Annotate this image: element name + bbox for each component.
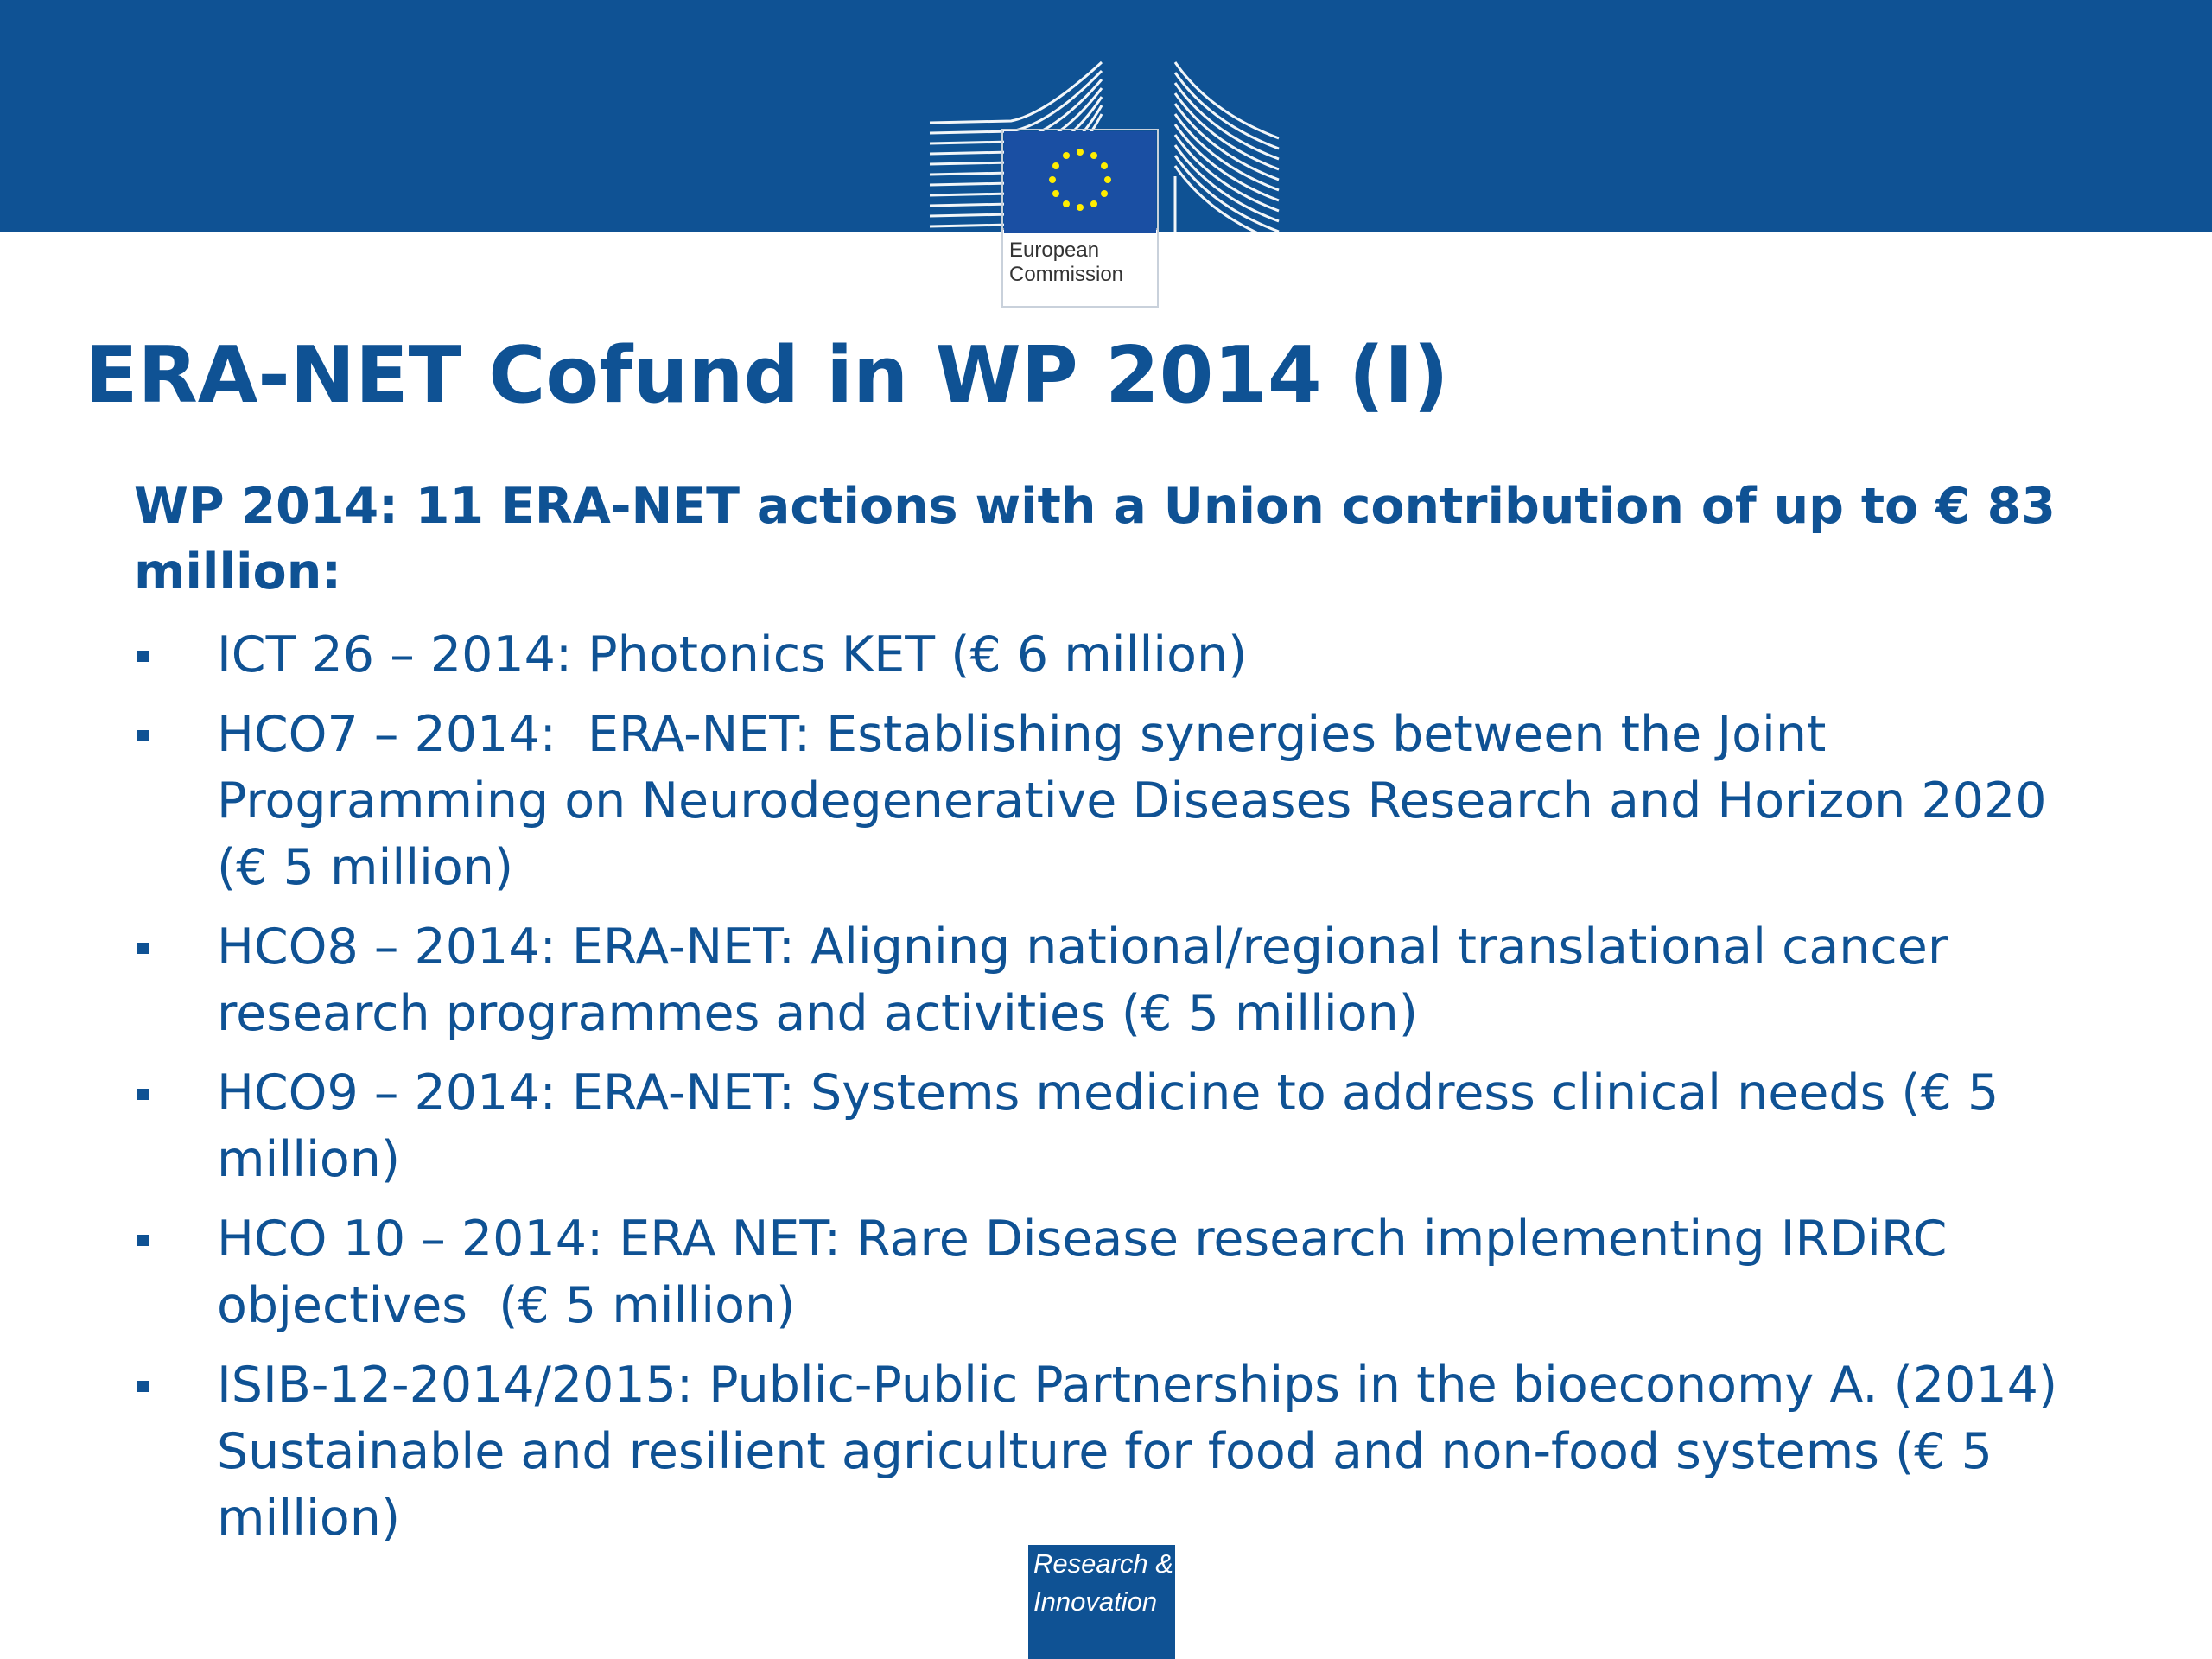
bullet-text: HCO 10 – 2014: ERA NET: Rare Disease research implementing IRDiRC objectives (€ 5 million) xyxy=(217,1211,1963,1334)
logo-line-2: Commission xyxy=(1009,263,1124,286)
research-innovation-badge xyxy=(1028,1545,1175,1659)
bullet-text: ISIB-12-2014/2015: Public-Public Partnerships in the bioeconomy A. (2014) Sustainable and resilient agriculture for food and non-food systems (€ 5 million) xyxy=(217,1357,2074,1547)
badge-line-1: Research & xyxy=(1033,1548,1173,1579)
bullet-icon xyxy=(137,1089,149,1100)
bullet-icon xyxy=(137,651,149,662)
bullet-icon xyxy=(137,943,149,954)
bullet-text: HCO7 – 2014: ERA-NET: Establishing synergies between the Joint Programming on Neurodegenerative Diseases Research and Horizon 2020 (€ 5 million) xyxy=(217,706,2063,896)
list-item xyxy=(134,1060,2104,1193)
list-item xyxy=(134,1206,2104,1339)
bullet-icon xyxy=(137,1235,149,1246)
bullet-text: HCO8 – 2014: ERA-NET: Aligning national/regional translational cancer research programmes and activities (€ 5 million) xyxy=(217,918,1964,1042)
slide-title: ERA-NET Cofund in WP 2014 (I) xyxy=(85,330,1449,421)
intro-text: WP 2014: 11 ERA-NET actions with a Union contribution of up to € 83 million: xyxy=(134,478,2056,601)
list-item xyxy=(134,1352,2104,1552)
bullet-icon xyxy=(137,730,149,741)
bullet-list xyxy=(134,622,2104,1565)
bullet-text: HCO9 – 2014: ERA-NET: Systems medicine to address clinical needs (€ 5 million) xyxy=(217,1065,2015,1188)
badge-text xyxy=(1033,1545,1173,1621)
logo-caption xyxy=(1009,238,1147,287)
list-item xyxy=(134,914,2104,1047)
list-item xyxy=(134,622,2104,689)
list-item xyxy=(134,702,2104,901)
logo-line-1: European xyxy=(1009,238,1100,262)
badge-line-2: Innovation xyxy=(1033,1586,1158,1617)
bullet-icon xyxy=(137,1381,149,1392)
bullet-text: ICT 26 – 2014: Photonics KET (€ 6 million) xyxy=(217,626,1248,683)
